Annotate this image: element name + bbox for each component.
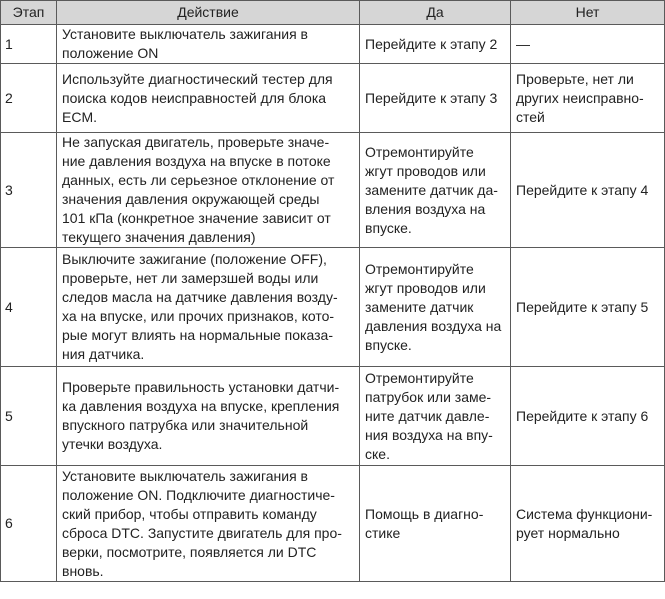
step-cell: 6 [1,466,57,582]
no-cell: — [511,25,665,64]
header-no: Нет [511,1,665,25]
no-cell: Система функциони- рует нормально [511,466,665,582]
yes-cell: Отремонтируйте жгут проводов или замените датчик давления воздуха на впуске. [360,248,511,367]
yes-cell: Помощь в диагно- стике [360,466,511,582]
table-row [1,367,665,466]
table-row [1,466,665,582]
table-row [1,133,665,248]
table-row [1,248,665,367]
action-cell: Установите выключатель зажигания в положение ON [57,25,360,64]
action-cell: Выключите зажигание (положение OFF), проверьте, нет ли замерзшей воды или следов масла на датчике давления возду- ха на впуске, или прочих признаков, кото- рые могут влиять на нормальные показа- ния датчика. [57,248,360,367]
header-yes: Да [360,1,511,25]
action-cell: Не запуская двигатель, проверьте значе- ние давления воздуха на впуске в потоке данных, есть ли серьезное отклонение от значения давления окружающей среды 101 кПа (конкретное значение зависит от текущего значения давления) [57,133,360,248]
no-cell: Перейдите к этапу 4 [511,133,665,248]
action-cell: Установите выключатель зажигания в положение ON. Подключите диагностиче- ский прибор, чтобы отправить команду сброса DTC. Запустите двигатель для про- верки, посмотрите, появляется ли DTC вновь. [57,466,360,582]
no-cell: Перейдите к этапу 5 [511,248,665,367]
no-cell: Перейдите к этапу 6 [511,367,665,466]
action-cell: Используйте диагностический тестер для поиска кодов неисправностей для блока ECM. [57,64,360,133]
yes-cell: Перейдите к этапу 2 [360,25,511,64]
header-step: Этап [1,1,57,25]
action-cell: Проверьте правильность установки датчи- ка давления воздуха на впуске, крепления впускного патрубка или значительной утечки воздуха. [57,367,360,466]
yes-cell: Перейдите к этапу 3 [360,64,511,133]
no-cell: Проверьте, нет ли других неисправно- стей [511,64,665,133]
step-cell: 1 [1,25,57,64]
table-row [1,64,665,133]
header-action: Действие [57,1,360,25]
table-row [1,25,665,64]
table-header-row [1,1,665,25]
step-cell: 5 [1,367,57,466]
step-cell: 3 [1,133,57,248]
step-cell: 4 [1,248,57,367]
step-cell: 2 [1,64,57,133]
yes-cell: Отремонтируйте жгут проводов или замените датчик да- вления воздуха на впуске. [360,133,511,248]
yes-cell: Отремонтируйте патрубок или заме- ните датчик давле- ния воздуха на впу- ске. [360,367,511,466]
